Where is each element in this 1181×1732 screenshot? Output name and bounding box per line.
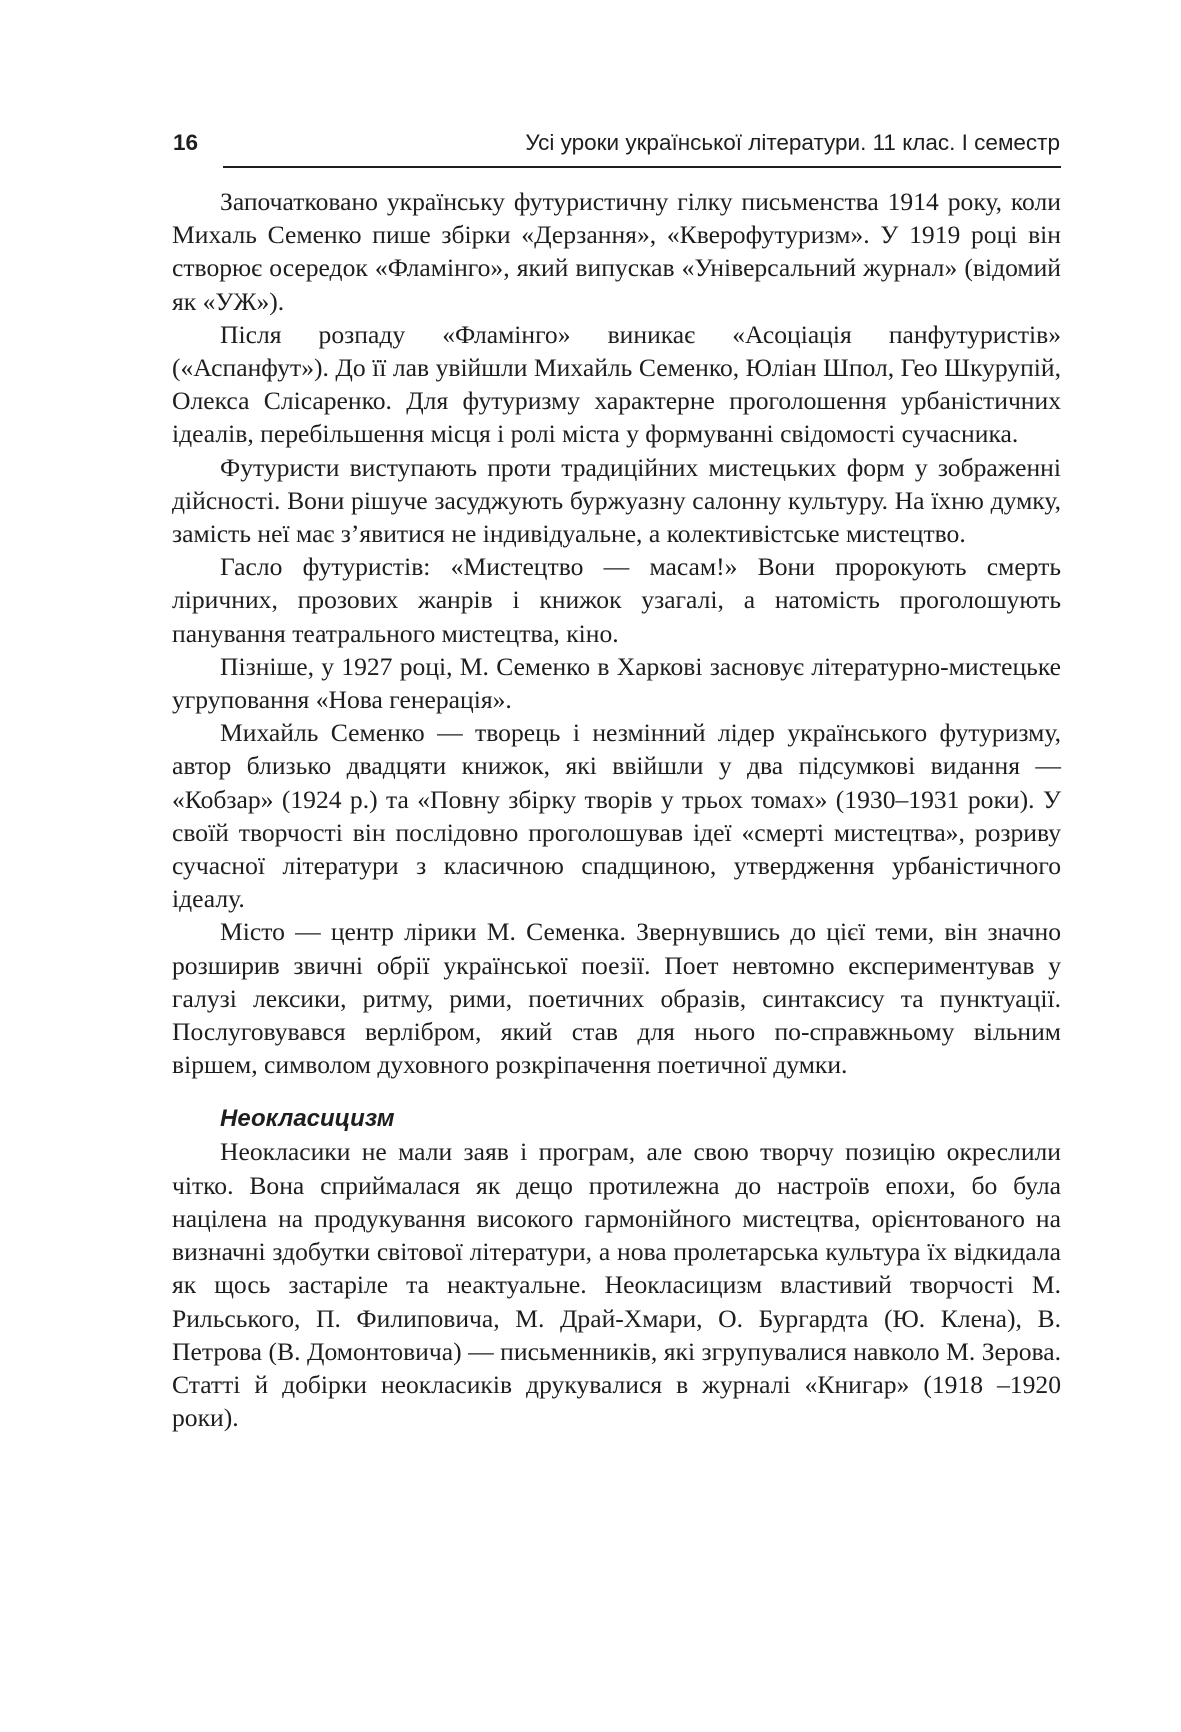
paragraph: Місто — центр лірики М. Семенка. Звернувшись до цієї теми, він значно розширив звичні обрії української поезії. Поет невтомно експериментував у галузі лексики, ритму, рими, поетичних образів, синтаксису та пунктуації. Послуговувався верлібром, який став для нього по-справжньому вільним віршем, символом духовного розкріпачення поетичної думки. [172, 917, 1061, 1080]
paragraph: Пізніше, у 1927 році, М. Семенко в Харкові засновує літературно-мистецьке угруповання «Нова генерація». [172, 651, 1061, 715]
header-rule [223, 166, 1061, 168]
section-heading: Неокласицизм [220, 1105, 395, 1133]
page-body [172, 185, 1061, 1434]
running-title: Усі уроки української літератури. 11 клас. І семестр [525, 130, 1060, 155]
paragraph: Гасло футуристів: «Мистецтво — масам!» Вони пророкують смерть ліричних, прозових жанрів і книжок узагалі, а натомість проголошують панування театрального мистецтва, кіно. [172, 552, 1061, 648]
paragraph: Михайль Семенко — творець і незмінний лідер українського футуризму, автор близько двадцяти книжок, які ввійшли у два підсумкові видання — «Кобзар» (1924 р.) та «Повну збірку творів у трьох томах» (1930–1931 роки). У своїй творчості він послідовно проголошував ідеї «смерті мистецтва», розриву сучасної літератури з класичною спадщиною, утвердження урбаністичного ідеалу. [172, 718, 1061, 914]
paragraph: Започатковано українську футуристичну гілку письменства 1914 року, коли Михаль Семенко пише збірки «Дерзання», «Кверофутуризм». У 1919 році він створює осередок «Фламінго», який випускав «Універсальний журнал» (відомий як «УЖ»). [172, 187, 1061, 316]
paragraph: Футуристи виступають проти традиційних мистецьких форм у зображенні дійсності. Вони рішуче засуджують буржуазну салонну культуру. На їхню думку, замість неї має з’явитися не індивідуальне, а колективістське мистецтво. [172, 452, 1061, 549]
paragraph: Неокласики не мали заяв і програм, але свою творчу позицію окреслили чітко. Вона сприймалася як дещо протилежна до настроїв епохи, бо була націлена на продукування високого гармонійного мистецтва, орієнтованого на визначні здобутки світової літератури, а нова пролетарська культура їх відкидала як щось застаріле та неактуальне. Неокласицизм властивий творчості М. Рильського, П. Филиповича, М. Драй-Хмари, О. Бургардта (Ю. Клена), В. Петрова (В. Домонтовича) — письменників, які згрупувалися навколо М. Зерова. Статті й добірки неокласиків друкувалися в журналі «Книгар» (1918 –1920 роки). [172, 1137, 1061, 1433]
page-number: 16 [173, 130, 199, 155]
paragraph: Після розпаду «Фламінго» виникає «Асоціація панфутуристів» («Аспанфут»). До її лав увійшли Михайль Семенко, Юліан Шпол, Гео Шкурупій, Олекса Слісаренко. Для футуризму характерне проголошення урбаністичних ідеалів, перебільшення місця і ролі міста у формуванні свідомості сучасника. [172, 319, 1061, 449]
page-header [173, 130, 1060, 166]
